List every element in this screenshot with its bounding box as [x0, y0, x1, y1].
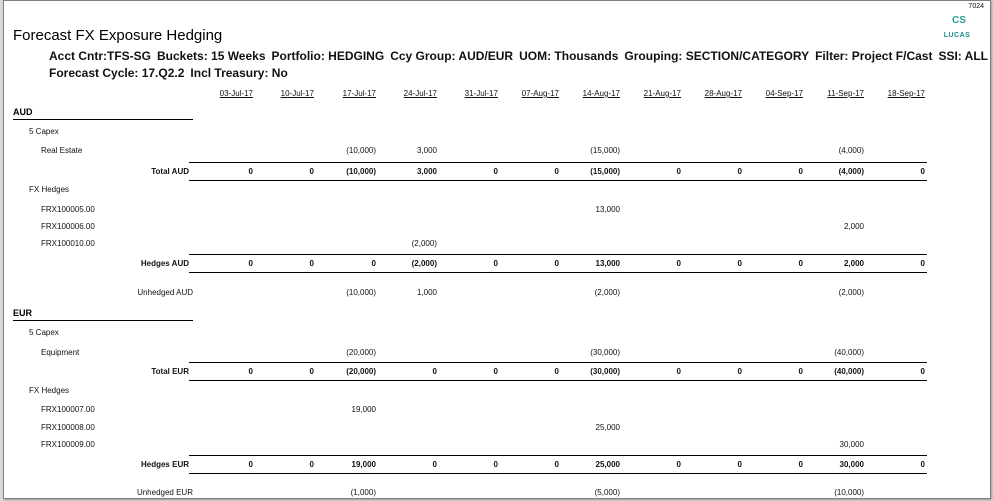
- category-label: FX Hedges: [29, 185, 70, 194]
- value-cell: (2,000): [411, 259, 437, 268]
- row-label: FRX100009.00: [41, 440, 95, 449]
- total-top-rule: [189, 362, 927, 363]
- row-label: FRX100008.00: [41, 423, 95, 432]
- value-cell: 3,000: [416, 146, 437, 155]
- value-cell: 2,000: [843, 222, 864, 231]
- value-cell: 0: [920, 367, 925, 376]
- value-cell: (10,000): [346, 288, 376, 297]
- value-cell: 25,000: [595, 460, 620, 469]
- total-top-rule: [189, 254, 927, 255]
- column-header: 14-Aug-17: [582, 89, 620, 98]
- column-header: 17-Jul-17: [342, 89, 376, 98]
- parameter: Forecast Cycle: 17.Q2.2: [49, 66, 185, 80]
- parameter: Buckets: 15 Weeks: [157, 49, 266, 63]
- value-cell: (10,000): [346, 167, 376, 176]
- total-bottom-rule: [189, 380, 927, 381]
- value-cell: (15,000): [590, 167, 620, 176]
- parameter-line: [49, 65, 991, 82]
- value-cell: 1,000: [416, 288, 437, 297]
- value-cell: 0: [676, 259, 681, 268]
- value-cell: (20,000): [346, 348, 376, 357]
- value-cell: 25,000: [595, 423, 620, 432]
- parameter: Portfolio: HEDGING: [271, 49, 385, 63]
- value-cell: 0: [248, 367, 253, 376]
- total-row-label: Hedges AUD: [140, 259, 189, 268]
- value-cell: 0: [554, 167, 559, 176]
- logo-mark: CS: [952, 15, 966, 26]
- value-cell: 0: [737, 460, 742, 469]
- section-underline: [13, 320, 193, 321]
- parameter: Filter: Project F/Cast: [815, 49, 933, 63]
- value-cell: (4,000): [838, 146, 864, 155]
- value-cell: 0: [248, 259, 253, 268]
- value-cell: 13,000: [595, 205, 620, 214]
- category-label: 5 Capex: [29, 127, 59, 136]
- value-cell: 0: [920, 167, 925, 176]
- value-cell: 0: [920, 259, 925, 268]
- column-header: 18-Sep-17: [887, 89, 925, 98]
- value-cell: 30,000: [839, 460, 864, 469]
- parameter-line: [49, 48, 991, 65]
- value-cell: (20,000): [346, 367, 376, 376]
- parameter: Incl Treasury: No: [190, 66, 288, 80]
- value-cell: 0: [493, 367, 498, 376]
- value-cell: 19,000: [351, 405, 376, 414]
- total-top-rule: [189, 455, 927, 456]
- value-cell: (30,000): [590, 348, 620, 357]
- value-cell: 0: [493, 167, 498, 176]
- total-row-label: Total AUD: [151, 167, 189, 176]
- category-label: FX Hedges: [29, 386, 70, 395]
- value-cell: 0: [798, 367, 803, 376]
- value-cell: (30,000): [590, 367, 620, 376]
- total-bottom-rule: [189, 180, 927, 181]
- row-label: Unhedged AUD: [137, 288, 193, 297]
- company-logo: [942, 16, 972, 48]
- column-header: 10-Jul-17: [280, 89, 314, 98]
- parameter: Acct Cntr:TFS-SG: [49, 49, 151, 63]
- value-cell: 2,000: [843, 259, 864, 268]
- value-cell: 0: [309, 167, 314, 176]
- value-cell: 0: [309, 460, 314, 469]
- value-cell: (2,000): [594, 288, 620, 297]
- value-cell: 0: [798, 259, 803, 268]
- section-underline: [13, 119, 193, 120]
- value-cell: (1,000): [350, 488, 376, 497]
- value-cell: (5,000): [594, 488, 620, 497]
- total-row-label: Hedges EUR: [140, 460, 189, 469]
- value-cell: 19,000: [351, 460, 376, 469]
- value-cell: 0: [432, 460, 437, 469]
- report-title: Forecast FX Exposure Hedging: [13, 27, 223, 44]
- parameter: Ccy Group: AUD/EUR: [390, 49, 514, 63]
- value-cell: (40,000): [834, 348, 864, 357]
- column-header: 28-Aug-17: [704, 89, 742, 98]
- parameter: SSI: ALL: [938, 49, 989, 63]
- value-cell: 0: [309, 367, 314, 376]
- row-label: FRX100010.00: [41, 239, 95, 248]
- value-cell: 0: [737, 167, 742, 176]
- value-cell: 0: [554, 460, 559, 469]
- value-cell: 0: [676, 460, 681, 469]
- row-label: FRX100005.00: [41, 205, 95, 214]
- total-bottom-rule: [189, 272, 927, 273]
- column-header: 21-Aug-17: [643, 89, 681, 98]
- parameter: UOM: Thousands: [519, 49, 619, 63]
- value-cell: 0: [432, 367, 437, 376]
- value-cell: 0: [248, 167, 253, 176]
- column-header: 24-Jul-17: [403, 89, 437, 98]
- value-cell: 0: [554, 259, 559, 268]
- value-cell: 0: [309, 259, 314, 268]
- column-header: 31-Jul-17: [464, 89, 498, 98]
- value-cell: 0: [676, 167, 681, 176]
- value-cell: 0: [371, 259, 376, 268]
- total-top-rule: [189, 162, 927, 163]
- row-label: Unhedged EUR: [136, 488, 193, 497]
- value-cell: 0: [676, 367, 681, 376]
- column-header: 04-Sep-17: [765, 89, 803, 98]
- value-cell: 3,000: [416, 167, 437, 176]
- section-heading: EUR: [13, 308, 33, 318]
- total-bottom-rule: [189, 473, 927, 474]
- value-cell: (4,000): [838, 167, 864, 176]
- value-cell: 0: [248, 460, 253, 469]
- value-cell: 30,000: [839, 440, 864, 449]
- column-header: 11-Sep-17: [827, 89, 864, 98]
- value-cell: (2,000): [411, 239, 437, 248]
- value-cell: 13,000: [595, 259, 620, 268]
- row-label: FRX100007.00: [41, 405, 95, 414]
- value-cell: (40,000): [834, 367, 864, 376]
- row-label: Equipment: [41, 348, 80, 357]
- page-number: 7024: [968, 3, 984, 10]
- value-cell: (10,000): [834, 488, 864, 497]
- value-cell: 0: [737, 367, 742, 376]
- value-cell: 0: [554, 367, 559, 376]
- parameter: Grouping: SECTION/CATEGORY: [624, 49, 810, 63]
- row-label: Real Estate: [41, 146, 83, 155]
- value-cell: 0: [920, 460, 925, 469]
- category-label: 5 Capex: [29, 328, 59, 337]
- value-cell: 0: [493, 460, 498, 469]
- total-row-label: Total EUR: [151, 367, 189, 376]
- value-cell: (10,000): [346, 146, 376, 155]
- report-parameters: [49, 48, 991, 82]
- value-cell: 0: [737, 259, 742, 268]
- column-header: 07-Aug-17: [521, 89, 559, 98]
- value-cell: 0: [493, 259, 498, 268]
- value-cell: (2,000): [838, 288, 864, 297]
- logo-text: LUCAS: [943, 32, 971, 39]
- value-cell: (15,000): [590, 146, 620, 155]
- section-heading: AUD: [13, 107, 33, 117]
- row-label: FRX100006.00: [41, 222, 95, 231]
- value-cell: 0: [798, 167, 803, 176]
- report-page: [3, 0, 991, 499]
- column-header: 03-Jul-17: [219, 89, 253, 98]
- value-cell: 0: [798, 460, 803, 469]
